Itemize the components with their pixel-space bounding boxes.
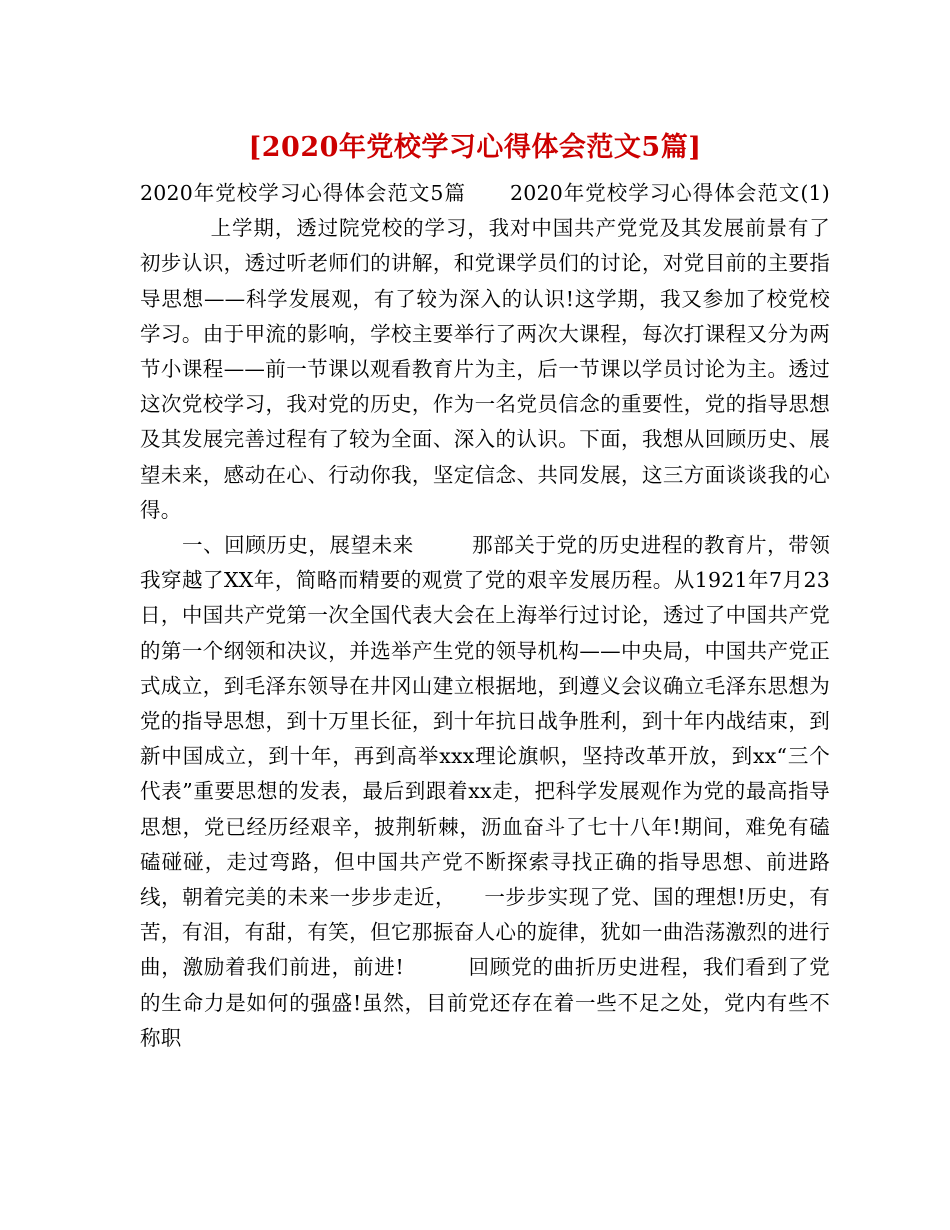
paragraph-1-subtitle: 2020年党校学习心得体会范文(1) [509, 181, 830, 205]
paragraph-2-body-b: 一步步实现了党、国的理想!历史，有苦，有泪，有甜，有笑，但它那振奋人心的旋律，犹如一曲浩荡激烈的进行曲，激励着我们前进，前进! [140, 885, 830, 980]
document-title: [2020年党校学习心得体会范文5篇] [248, 132, 702, 163]
section-heading: 一、回顾历史，展望未来 [182, 533, 414, 558]
paragraph-2 [140, 528, 830, 1056]
paragraph-2-body-a: 那部关于党的历史进程的教育片，带领我穿越了XX年，简略而精要的观赏了党的艰辛发展历程。从1921年7月23日，中国共产党第一次全国代表大会在上海举行过讨论，透过了中国共产党的第一个纲领和决议，并选举产生党的领导机构——中央局，中国共产党正式成立，到毛泽东领导在井冈山建立根据地，到遵义会议确立毛泽东思想为党的指导思想，到十万里长征，到十年抗日战争胜利，到十年内战结束，到新中国成立，到十年，再到高举xxx理论旗帜，坚持改革开放，到xx“三个代表”重要思想的发表，最后到跟着xx走，把科学发展观作为党的最高指导思想，党已经历经艰辛，披荆斩棘，沥血奋斗了七十八年!期间，难免有磕磕碰碰，走过弯路，但中国共产党不断探索寻找正确的指导思想、前进路线，朝着完美的未来一步步走近， [140, 533, 831, 910]
paragraph-2-body-c: 回顾党的曲折历史进程，我们看到了党的生命力是如何的强盛!虽然，目前党还存在着一些不足之处，党内有些不称职 [140, 955, 830, 1050]
paragraph-1-body: 上学期，透过院党校的学习，我对中国共产党党及其发展前景有了初步认识，透过听老师们的讲解，和党课学员们的讨论，对党目前的主要指导思想——科学发展观，有了较为深入的认识!这学期，我又参加了校党校学习。由于甲流的影响，学校主要举行了两次大课程，每次打课程又分为两节小课程——前一节课以观看教育片为主，后一节课以学员讨论为主。透过这次党校学习，我对党的历史，作为一名党员信念的重要性，党的指导思想及其发展完善过程有了较为全面、深入的认识。下面，我想从回顾历史、展望未来，感动在心、行动你我，坚定信念、共同发展，这三方面谈谈我的心得。 [140, 216, 830, 522]
paragraph-1 [140, 176, 830, 528]
paragraph-1-lead: 2020年党校学习心得体会范文5篇 [140, 181, 466, 205]
document-body [140, 176, 830, 1056]
